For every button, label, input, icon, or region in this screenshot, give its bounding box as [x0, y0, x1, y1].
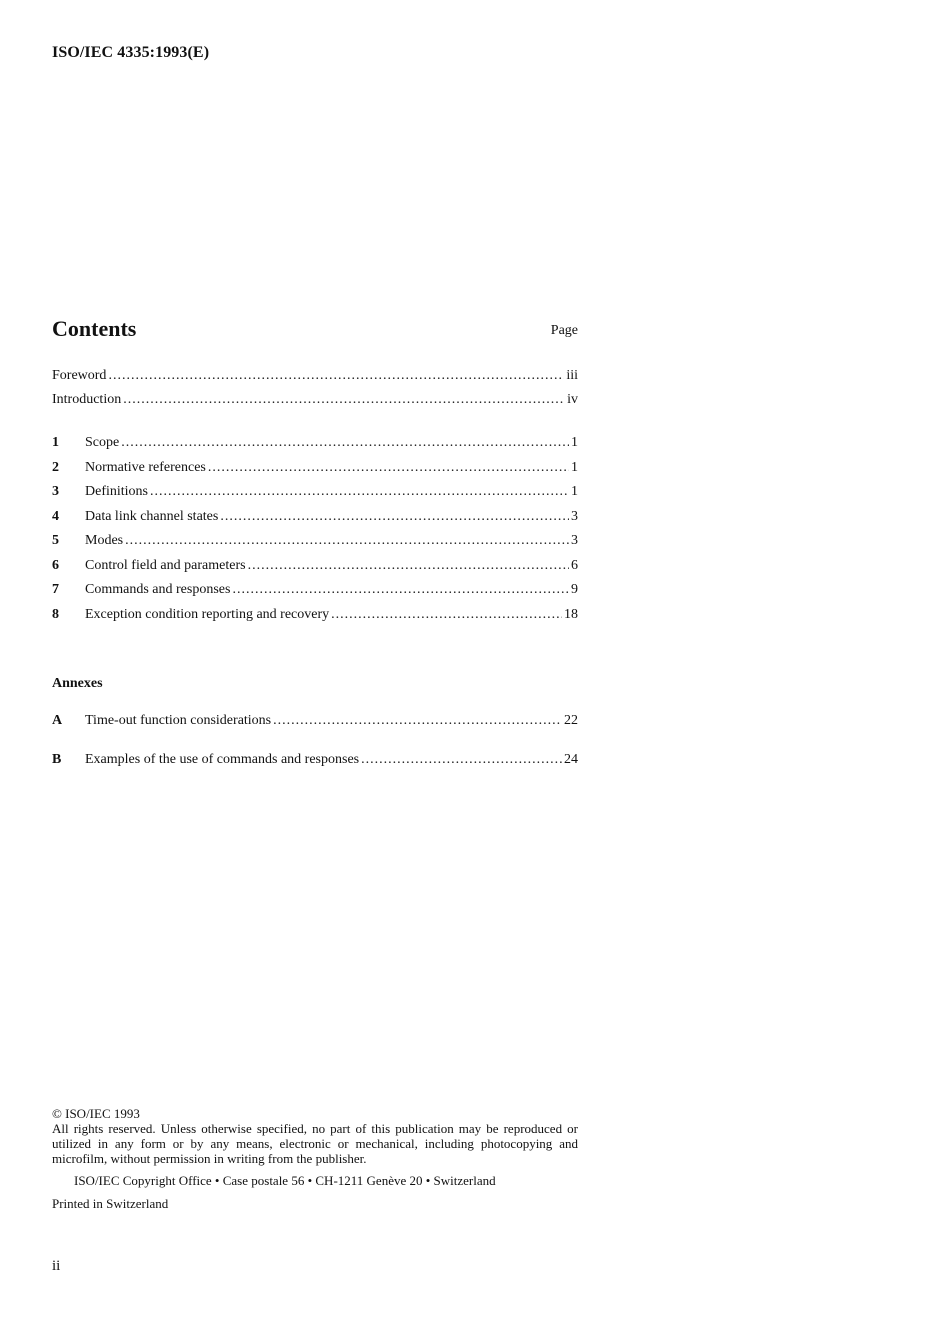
toc-entry-number: 8	[52, 607, 59, 622]
toc-entry-page: 22	[564, 713, 578, 728]
toc-entry-page: 1	[571, 435, 578, 450]
page-column-label: Page	[550, 323, 578, 338]
toc-entry-clause-4[interactable]	[52, 509, 578, 529]
toc-entry-page: 24	[564, 752, 578, 767]
toc-entry-title: Exception condition reporting and recovery	[85, 607, 330, 622]
toc-leader-dots	[331, 607, 562, 623]
toc-entry-page: 3	[571, 533, 578, 548]
toc-entry-title: Normative references	[85, 460, 206, 475]
toc-leader-dots	[125, 533, 569, 549]
toc-entry-title: Control field and parameters	[85, 558, 246, 573]
toc-leader-dots	[248, 558, 569, 574]
toc-entry-title: Foreword	[52, 368, 107, 383]
toc-entry-page: 9	[571, 582, 578, 597]
toc-entry-title: Commands and responses	[85, 582, 231, 597]
toc-entry-foreword[interactable]	[52, 368, 578, 388]
toc-entry-clause-1[interactable]	[52, 435, 578, 455]
toc-entry-page: iii	[566, 368, 578, 383]
toc-entry-annex-a[interactable]	[52, 713, 578, 733]
toc-entry-page: 6	[571, 558, 578, 573]
copyright-block	[52, 1106, 578, 1166]
copyright-office-address: ISO/IEC Copyright Office • Case postale 56 • CH-1211 Genève 20 • Switzerland	[74, 1173, 496, 1188]
document-id-header: ISO/IEC 4335:1993(E)	[52, 44, 210, 61]
toc-leader-dots	[361, 752, 562, 768]
toc-leader-dots	[121, 435, 569, 451]
toc-entry-page: iv	[567, 392, 578, 407]
contents-title: Contents	[52, 316, 137, 341]
toc-entry-page: 3	[571, 509, 578, 524]
annexes-heading: Annexes	[52, 676, 103, 691]
toc-entry-title: Time-out function considerations	[85, 713, 272, 728]
toc-entry-clause-6[interactable]	[52, 558, 578, 578]
toc-entry-number: 1	[52, 435, 59, 450]
toc-entry-page: 18	[564, 607, 578, 622]
toc-entry-number: 7	[52, 582, 59, 597]
rights-statement: All rights reserved. Unless otherwise specified, no part of this publication may be reproduced or utilized in any form or by any means, electronic or mechanical, including photocopying and microfilm, without permission in writing from the publisher.	[52, 1121, 578, 1166]
toc-entry-clause-8[interactable]	[52, 607, 578, 627]
toc-entry-number: A	[52, 713, 63, 728]
toc-entry-clause-7[interactable]	[52, 582, 578, 602]
toc-entry-number: 5	[52, 533, 59, 548]
toc-entry-title: Definitions	[85, 484, 148, 499]
toc-entry-annex-b[interactable]	[52, 752, 578, 772]
toc-leader-dots	[108, 368, 564, 384]
toc-entry-page: 1	[571, 460, 578, 475]
printed-in: Printed in Switzerland	[52, 1196, 169, 1211]
toc-entry-clause-3[interactable]	[52, 484, 578, 504]
page-number: ii	[52, 1258, 61, 1274]
toc-entry-title: Examples of the use of commands and responses	[85, 752, 360, 767]
copyright-notice: © ISO/IEC 1993	[52, 1106, 140, 1121]
toc-entry-title: Scope	[85, 435, 120, 450]
toc-entry-introduction[interactable]	[52, 392, 578, 412]
toc-entry-clause-5[interactable]	[52, 533, 578, 553]
toc-entry-number: 4	[52, 509, 59, 524]
toc-leader-dots	[123, 392, 565, 408]
toc-entry-number: 6	[52, 558, 59, 573]
toc-entry-title: Data link channel states	[85, 509, 219, 524]
toc-leader-dots	[220, 509, 569, 525]
toc-entry-number: B	[52, 752, 62, 767]
toc-leader-dots	[150, 484, 569, 500]
toc-entry-clause-2[interactable]	[52, 460, 578, 480]
toc-leader-dots	[273, 713, 562, 729]
toc-entry-page: 1	[571, 484, 578, 499]
toc-entry-number: 2	[52, 460, 59, 475]
toc-entry-number: 3	[52, 484, 59, 499]
toc-leader-dots	[232, 582, 569, 598]
toc-entry-title: Modes	[85, 533, 124, 548]
toc-leader-dots	[208, 460, 569, 476]
toc-entry-title: Introduction	[52, 392, 122, 407]
